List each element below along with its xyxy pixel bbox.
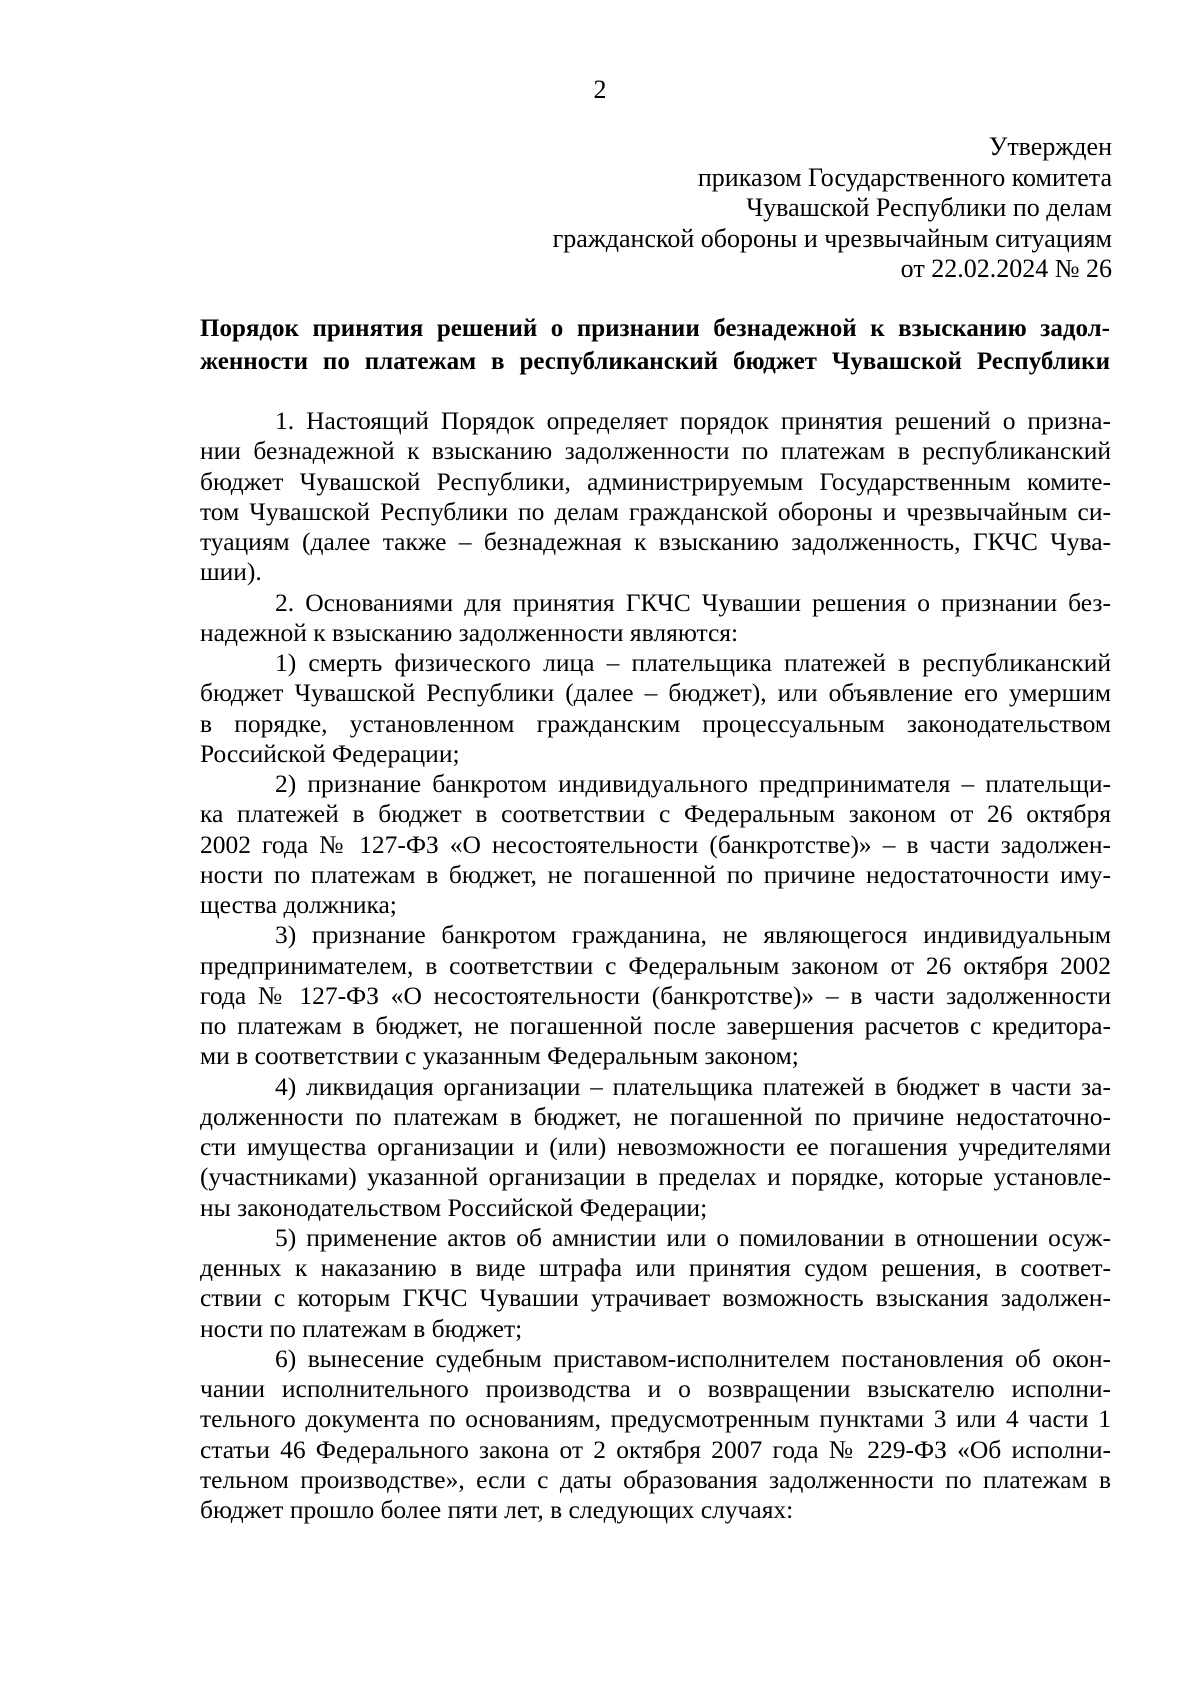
list-item-line: статьи 46 Федерального закона от 2 октября 2007 года № 229-ФЗ «Об исполни- (200, 1434, 1111, 1464)
approval-stamp-block (412, 132, 1112, 285)
list-item-line: тельного документа по основаниям, предусмотренным пунктами 3 или 4 части 1 (200, 1404, 1111, 1434)
approval-line: от 22.02.2024 № 26 (900, 254, 1112, 283)
list-item-line: предпринимателем, в соответствии с Федеральным законом от 26 октября 2002 (200, 950, 1111, 980)
list-item-line: бюджет прошло более пяти лет, в следующих случаях: (200, 1495, 794, 1524)
paragraph-line: бюджет Чувашской Республики, администрируемым Государственным комите- (200, 466, 1111, 496)
list-item-line: щества должника; (200, 890, 397, 919)
list-item-line: ствии с которым ГКЧС Чувашии утрачивает возможность взыскания задолжен- (200, 1283, 1111, 1313)
page-number: 2 (593, 75, 607, 104)
document-body (200, 406, 1111, 1525)
list-item-line: ка платежей в бюджет в соответствии с Федеральным законом от 26 октября (200, 799, 1111, 829)
list-item-line: по платежам в бюджет, не погашенной после завершения расчетов с кредитора- (200, 1011, 1111, 1040)
list-item-line: ности по платежам в бюджет; (200, 1313, 523, 1343)
approval-line: приказом Государственного комитета (697, 162, 1112, 192)
list-item-line: денных к наказанию в виде штрафа или принятия судом решения, в соответ- (200, 1253, 1111, 1282)
paragraph-line: том Чувашской Республики по делам гражданской обороны и чрезвычайным си- (200, 496, 1111, 526)
list-item-line: тельном производстве», если с даты образования задолженности по платежам в (200, 1464, 1111, 1494)
list-item-line: 2002 года № 127-ФЗ «О несостоятельности (банкротстве)» – в части задолжен- (200, 829, 1111, 859)
list-item-line: Российской Федерации; (200, 738, 460, 768)
paragraph-line: туациям (далее также – безнадежная к взысканию задолженность, ГКЧС Чува- (200, 527, 1111, 556)
list-item-line: в порядке, установленном гражданским процессуальным законодательством (200, 708, 1111, 738)
approval-line: Утвержден (988, 132, 1112, 161)
approval-line: гражданской обороны и чрезвычайным ситуациям (552, 223, 1112, 253)
list-item-line: (участниками) указанной организации в пределах и порядке, которые установле- (200, 1162, 1111, 1192)
list-item-line: 2) признание банкротом индивидуального предпринимателя – плательщи- (275, 769, 1111, 798)
paragraph-line: шии). (200, 557, 262, 587)
paragraph-line: 2. Основаниями для принятия ГКЧС Чувашии решения о признании без- (275, 587, 1111, 617)
paragraph-line: нии безнадежной к взысканию задолженности по платежам в республиканский (200, 436, 1111, 466)
list-item-line: 4) ликвидация организации – плательщика платежей в бюджет в части за- (275, 1071, 1111, 1101)
list-item-line: чании исполнительного производства и о возвращении взыскателю исполни- (200, 1374, 1111, 1403)
approval-line: Чувашской Республики по делам (746, 193, 1112, 222)
list-item-line: года № 127-ФЗ «О несостоятельности (банкротстве)» – в части задолженности (200, 980, 1111, 1010)
paragraph-line: надежной к взысканию задолженности являются: (200, 617, 739, 647)
list-item-line: 1) смерть физического лица – плательщика платежей в республиканский (275, 648, 1111, 677)
list-item-line: сти имущества организации и (или) невозможности ее погашения учредителями (200, 1132, 1111, 1161)
list-item-line: 6) вынесение судебным приставом-исполнителем постановления об окон- (275, 1343, 1111, 1373)
title-line: Порядок принятия решений о признании безнадежной к взысканию задол- (200, 315, 1110, 342)
list-item-line: 5) применение актов об амнистии или о помиловании в отношении осуж- (275, 1222, 1111, 1252)
document-title (200, 312, 1110, 378)
list-item-line: бюджет Чувашской Республики (далее – бюджет), или объявление его умершим (200, 678, 1111, 708)
list-item-line: ности по платежам в бюджет, не погашенной по причине недостаточности иму- (200, 859, 1111, 889)
paragraph-line: 1. Настоящий Порядок определяет порядок принятия решений о призна- (275, 406, 1111, 435)
title-line: женности по платежам в республиканский бюджет Чувашской Республики (200, 348, 1110, 375)
list-item-line: 3) признание банкротом гражданина, не являющегося индивидуальным (275, 920, 1111, 950)
list-item-line: ми в соответствии с указанным Федеральным законом; (200, 1041, 799, 1071)
list-item-line: ны законодательством Российской Федерации; (200, 1192, 708, 1222)
list-item-line: долженности по платежам в бюджет, не погашенной по причине недостаточно- (200, 1101, 1111, 1131)
